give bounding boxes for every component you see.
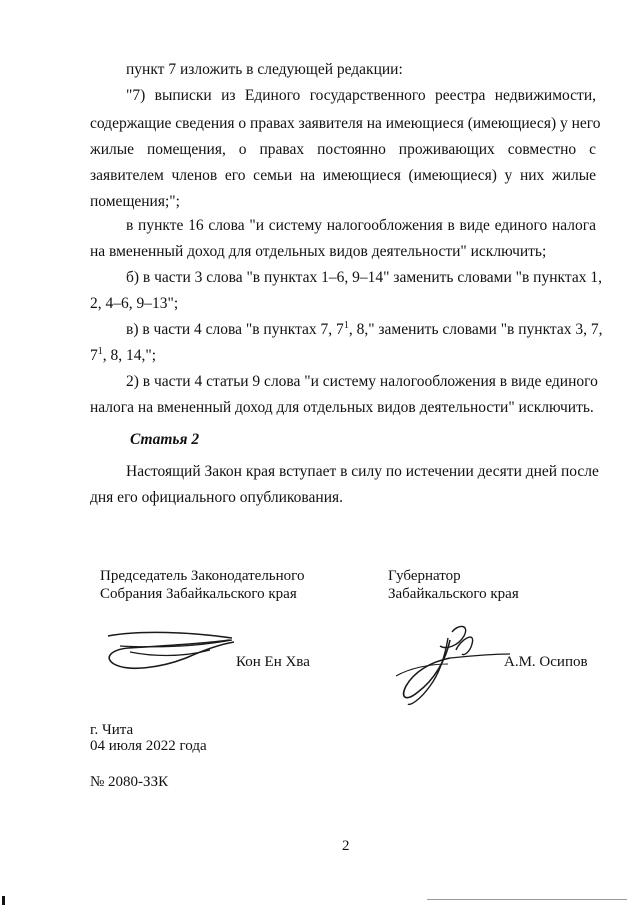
body-line-3: содержащие сведения о правах заявителя на имеющиеся (имеющиеся) у него	[90, 115, 601, 132]
article-heading: Статья 2	[130, 431, 200, 448]
body-line-1: пункт 7 изложить в следующей редакции:	[126, 61, 403, 78]
body-line-5: заявителем членов его семьи на имеющиеся (имеющиеся) у них жилые	[90, 167, 596, 184]
scan-line	[427, 899, 627, 900]
left-signatory-title-2: Собрания Забайкальского края	[100, 586, 297, 602]
body-line-15: Настоящий Закон края вступает в силу по истечении десяти дней после	[126, 463, 599, 480]
body-line-12-start: 7	[90, 347, 98, 364]
page-number: 2	[342, 838, 350, 854]
superscript-1b: 1	[97, 346, 103, 357]
body-line-12-end: , 8, 14,";	[102, 347, 157, 364]
law-number: № 2080-ЗЗК	[90, 774, 169, 790]
body-line-10: 2, 4–6, 9–13";	[90, 295, 179, 312]
scan-mark	[2, 896, 5, 905]
right-signatory-title-2: Забайкальского края	[388, 586, 519, 602]
body-line-12	[90, 346, 156, 366]
body-line-8: на вмененный доход для отдельных видов деятельности" исключить;	[90, 243, 547, 260]
date-line: 04 июля 2022 года	[90, 738, 207, 754]
left-signatory-title-1: Председатель Законодательного	[100, 568, 305, 584]
body-line-13: 2) в части 4 статьи 9 слова "и систему налогообложения в виде единого	[126, 373, 598, 390]
left-signatory-name: Кон Ен Хва	[236, 654, 310, 670]
right-signatory-name: А.М. Осипов	[504, 654, 588, 670]
body-line-7: в пункте 16 слова "и систему налогообложения в виде единого налога	[126, 217, 596, 234]
body-line-11	[126, 320, 603, 340]
body-line-9: б) в части 3 слова "в пунктах 1–6, 9–14" заменить словами "в пунктах 1,	[126, 269, 602, 286]
body-line-2: "7) выписки из Единого государственного реестра недвижимости,	[126, 87, 596, 104]
body-line-11-end: , 8," заменить словами "в пунктах 3, 7,	[348, 321, 603, 338]
body-line-11-start: в) в части 4 слова "в пунктах 7, 7	[126, 321, 344, 338]
city-line: г. Чита	[90, 722, 134, 738]
body-line-6: помещения;";	[90, 193, 180, 210]
right-signatory-title-1: Губернатор	[388, 568, 461, 584]
body-line-4: жилые помещения, о правах постоянно проживающих совместно с	[90, 141, 596, 158]
body-line-16: дня его официального опубликования.	[90, 489, 344, 506]
body-line-14: налога на вмененный доход для отдельных видов деятельности" исключить.	[90, 399, 594, 416]
superscript-1: 1	[343, 320, 349, 331]
